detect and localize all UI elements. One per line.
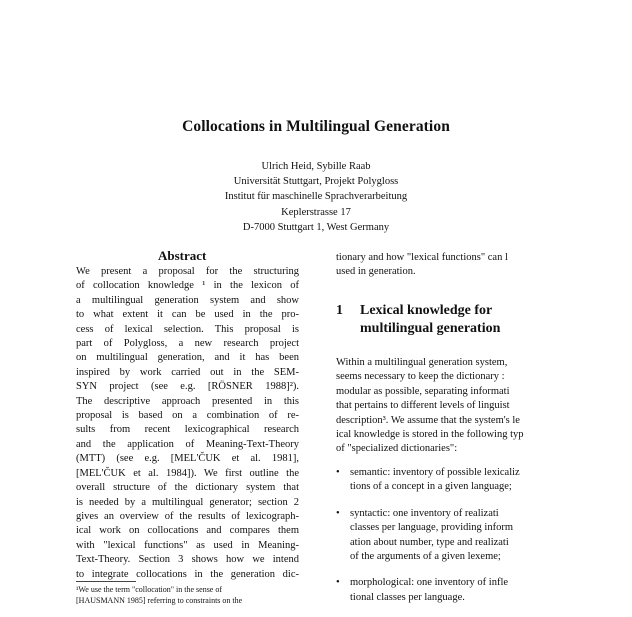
abstract-line: inspired by work carried out in the SEM- xyxy=(76,366,299,378)
author-address-street: Keplerstrasse 17 xyxy=(281,206,351,218)
paper-title: Collocations in Multilingual Generation xyxy=(182,118,450,135)
footnote-line: [HAUSMANN 1985] referring to constraints on the xyxy=(76,596,243,605)
bullet-icon: • xyxy=(336,577,340,589)
abstract-line: of collocation knowledge ¹ in the lexicon of xyxy=(76,280,299,292)
abstract-line: to integrate collocations in the generation dic- xyxy=(76,568,299,580)
right-column-top xyxy=(336,251,600,280)
abstract-line: Text-Theory. Section 3 shows how we intend xyxy=(76,554,299,566)
bullet-icon: • xyxy=(336,467,340,478)
author-affiliation-institute: Institut für maschinelle Sprachverarbeitung xyxy=(224,191,408,203)
list-item-line: tional classes per language. xyxy=(350,591,465,603)
abstract-heading: Abstract xyxy=(158,248,207,263)
footnote-rule xyxy=(76,581,136,582)
author-block xyxy=(0,159,632,235)
abstract-line: with "lexical functions" as used in Meaning- xyxy=(76,539,299,551)
author-address-city: D-7000 Stuttgart 1, West Germany xyxy=(242,221,390,233)
list-item xyxy=(336,576,600,605)
abstract-line: a multilingual generation system and show xyxy=(76,294,299,306)
abstract-line: cess of lexical selection. This proposal is xyxy=(76,323,299,335)
bullet-icon: • xyxy=(336,507,340,519)
author-affiliation-university: Universität Stuttgart, Projekt Polygloss xyxy=(233,176,399,188)
dictionary-type-list xyxy=(336,466,600,617)
body-line: of "specialized dictionaries": xyxy=(336,443,458,455)
list-item-line: of the arguments of a given lexeme; xyxy=(350,551,501,563)
body-line: tionary and how "lexical functions" can l xyxy=(336,252,508,263)
body-line: seems necessary to keep the dictionary : xyxy=(336,371,505,383)
abstract-line: The descriptive approach presented in this xyxy=(76,395,299,407)
section-title-line2: multilingual generation xyxy=(360,321,501,336)
footnote xyxy=(76,584,299,606)
abstract-line: on multilingual generation, and it has been xyxy=(76,352,299,364)
list-item-line: semantic: inventory of possible lexicaliz xyxy=(350,467,520,478)
list-item xyxy=(336,466,600,495)
abstract-line: SYN project (see e.g. [RÖSNER 1988]²). xyxy=(76,381,299,393)
abstract-line: (MTT) (see e.g. [MEL'ČUK et al. 1981], xyxy=(76,453,299,465)
abstract-line: We present a proposal for the structuring xyxy=(76,266,299,277)
list-item-line: syntactic: one inventory of realizati xyxy=(350,507,499,519)
list-item xyxy=(336,507,600,565)
list-item-line: classes per language, providing inform xyxy=(350,522,513,534)
body-line: ical knowledge is stored in the following typ xyxy=(336,429,524,441)
abstract-line: is needed by a multilingual generator; section 2 xyxy=(76,496,299,508)
abstract-line: overall structure of the dictionary system that xyxy=(76,482,299,494)
author-names: Ulrich Heid, Sybille Raab xyxy=(261,161,371,172)
abstract-line: ical work on collocations and compares them xyxy=(76,525,299,537)
abstract-line: part of Polygloss, a new research project xyxy=(76,338,299,350)
abstract-line: [MEL'ČUK et al. 1984]). We first outline the xyxy=(76,467,299,479)
abstract-line: sults from recent lexicographical research xyxy=(76,424,299,436)
abstract-body xyxy=(76,265,299,582)
section-title-line1: Lexical knowledge for xyxy=(360,303,493,318)
body-line: Within a multilingual generation system, xyxy=(336,357,508,368)
abstract-line: proposal is based on a combination of re- xyxy=(76,410,299,422)
list-item-line: ation about number, type and realizati xyxy=(350,536,509,548)
abstract-line: to what extent it can be used in the pro- xyxy=(76,309,299,321)
section-number: 1 xyxy=(336,303,343,318)
abstract-line: gives an overview of the results of lexicograph- xyxy=(76,510,299,522)
body-line: description³. We assume that the system's le xyxy=(336,414,520,426)
abstract-line: and the application of Meaning-Text-Theory xyxy=(76,438,299,450)
body-line: used in generation. xyxy=(336,266,416,278)
body-line: that pertains to different levels of linguist xyxy=(336,400,510,412)
section-heading xyxy=(336,302,500,338)
list-item-line: tions of a concept in a given language; xyxy=(350,481,512,493)
body-line: modular as possible, separating informati xyxy=(336,385,510,397)
list-item-line: morphological: one inventory of infle xyxy=(350,577,509,589)
section-body xyxy=(336,356,600,457)
footnote-line: ¹We use the term "collocation" in the sense of xyxy=(76,585,223,594)
